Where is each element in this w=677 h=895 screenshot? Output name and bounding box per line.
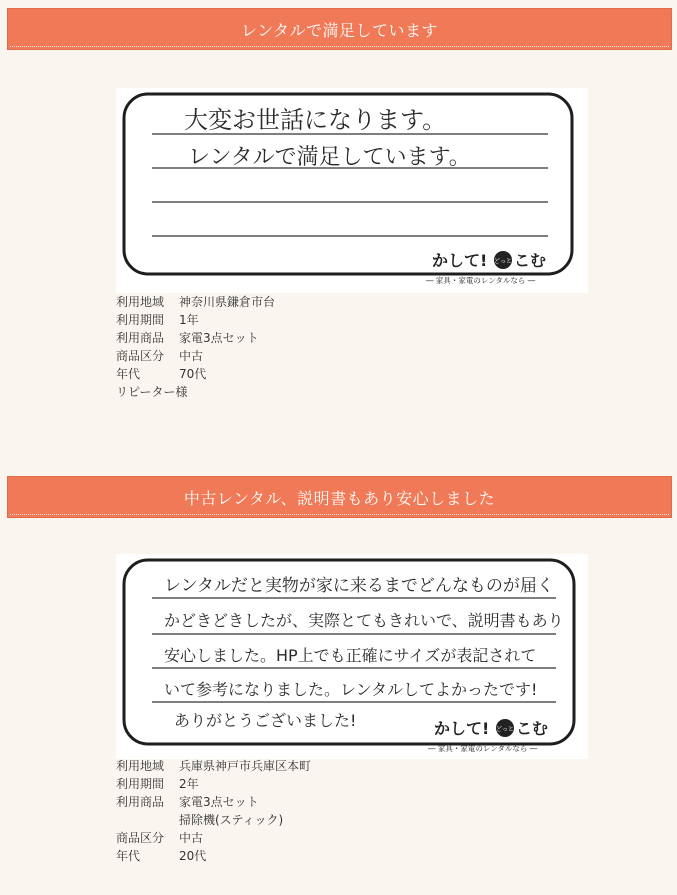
review-2-info-table — [116, 757, 311, 865]
review-2-card-svg — [116, 554, 588, 759]
review-2-title: 中古レンタル、説明書もあり安心しました — [183, 488, 496, 508]
info-row — [116, 311, 275, 329]
logo-tagline: ― 家具・家電のレンタルなら ― — [426, 276, 536, 285]
info-row — [116, 329, 275, 347]
info-value: 中古 — [179, 831, 204, 845]
review-2-header — [7, 476, 672, 518]
info-value: 掃除機(スティック) — [179, 813, 284, 827]
logo-main-text-2: こむ — [514, 251, 547, 270]
logo-main-text: かして! — [432, 251, 488, 270]
review-1-info — [116, 293, 275, 401]
info-value: 家電3点セット — [179, 795, 259, 809]
review-1-info-table — [116, 293, 275, 383]
info-label: 利用商品 — [116, 331, 165, 345]
info-label: 商品区分 — [116, 349, 165, 363]
logo-tagline: ― 家具・家電のレンタルなら ― — [428, 744, 538, 753]
info-label: 商品区分 — [116, 831, 165, 845]
info-value: 2年 — [179, 777, 199, 791]
info-label: 利用期間 — [116, 777, 165, 791]
review-1-header — [7, 8, 672, 50]
review-1-brand-logo — [426, 251, 546, 285]
review-1-handwriting-line-1: 大変お世話になります。 — [184, 106, 447, 134]
info-row — [116, 347, 275, 365]
info-value: 中古 — [179, 349, 204, 363]
review-2-handwriting-line-3: 安心しました。HP上でも正確にサイズが表記されて — [164, 646, 537, 665]
info-value: 20代 — [179, 849, 207, 863]
review-1-card-svg — [116, 88, 588, 293]
info-row — [116, 757, 311, 775]
info-label: 年代 — [116, 849, 141, 863]
info-label: 利用地域 — [116, 295, 165, 309]
logo-main-text-2: こむ — [516, 719, 549, 738]
review-2-handwriting-line-2: かどきどきしたが、実際とてもきれいで、説明書もあり — [164, 611, 564, 630]
review-1-handwriting-line-2: レンタルで満足しています。 — [188, 145, 471, 170]
logo-badge-text: どっと — [496, 726, 514, 733]
info-value: 神奈川県鎌倉市台 — [179, 295, 276, 309]
info-label: 利用地域 — [116, 759, 165, 773]
logo-badge-text: どっと — [494, 258, 512, 265]
info-label: 年代 — [116, 367, 141, 381]
info-row — [116, 793, 311, 811]
info-value: 兵庫県神戸市兵庫区本町 — [179, 759, 312, 773]
info-value: 1年 — [179, 313, 199, 327]
info-value: 70代 — [179, 367, 207, 381]
info-value: 家電3点セット — [179, 331, 259, 345]
info-row — [116, 847, 311, 865]
info-row — [116, 811, 311, 829]
review-1-card-image — [116, 88, 588, 293]
review-1-title: レンタルで満足しています — [241, 20, 438, 40]
info-row — [116, 365, 275, 383]
review-1-note: リピーター様 — [116, 385, 188, 399]
logo-main-text: かして! — [434, 719, 490, 738]
info-row — [116, 829, 311, 847]
info-row — [116, 293, 275, 311]
review-2-brand-logo — [428, 719, 548, 753]
info-label: 利用商品 — [116, 795, 165, 809]
info-label: 利用期間 — [116, 313, 165, 327]
review-2-info — [116, 757, 311, 865]
review-2-handwriting-line-1: レンタルだと実物が家に来るまでどんなものが届く — [164, 576, 554, 596]
info-row — [116, 775, 311, 793]
review-2-handwriting-line-5: ありがとうございました! — [174, 711, 357, 730]
review-2-card-image — [116, 554, 588, 759]
review-2-handwriting-line-4: いて参考になりました。レンタルしてよかったです! — [164, 680, 538, 699]
